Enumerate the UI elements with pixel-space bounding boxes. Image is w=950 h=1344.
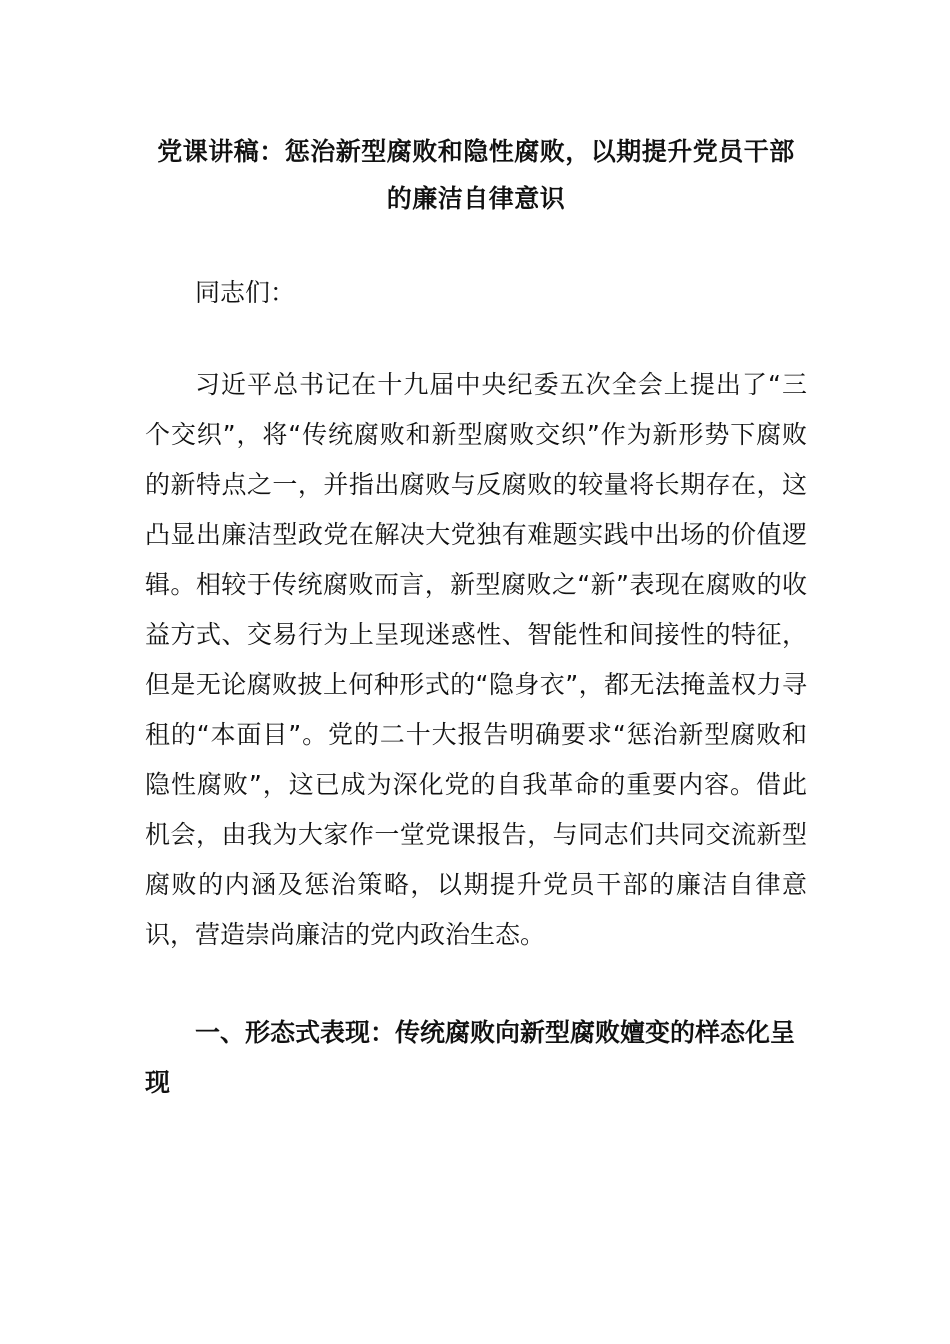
greeting: 同志们： — [195, 278, 296, 307]
document-title-line2: 的廉洁自律意识 — [386, 184, 566, 213]
body-paragraph: 习近平总书记在十九届中央纪委五次全会上提出了“三个交织”，将“传统腐败和新型腐败交织”作为新形势下腐败的新特点之一，并指出腐败与反腐败的较量将长期存在，这凸显出廉洁型政党在解决大党独有难题实践中出场的价值逻辑。相较于传统腐败而言，新型腐败之“新”表现在腐败的收益方式、交易行为上呈现迷惑性、智能性和间接性的特征，但是无论腐败披上何种形式的“隐身衣”，都无法掩盖权力寻租的“本面目”。党的二十大报告明确要求“惩治新型腐败和隐性腐败”，这已成为深化党的自我革命的重要内容。借此机会，由我为大家作一堂党课报告，与同志们共同交流新型腐败的内涵及惩治策略，以期提升党员干部的廉洁自律意识，营造崇尚廉洁的党内政治生态。 — [145, 370, 807, 949]
document-title-line1: 党课讲稿：惩治新型腐败和隐性腐败，以期提升党员干部 — [157, 137, 795, 166]
document-page — [145, 128, 807, 1108]
document-title — [145, 128, 807, 222]
section-heading: 一、形态式表现：传统腐败向新型腐败嬗变的样态化呈现 — [145, 1018, 796, 1097]
